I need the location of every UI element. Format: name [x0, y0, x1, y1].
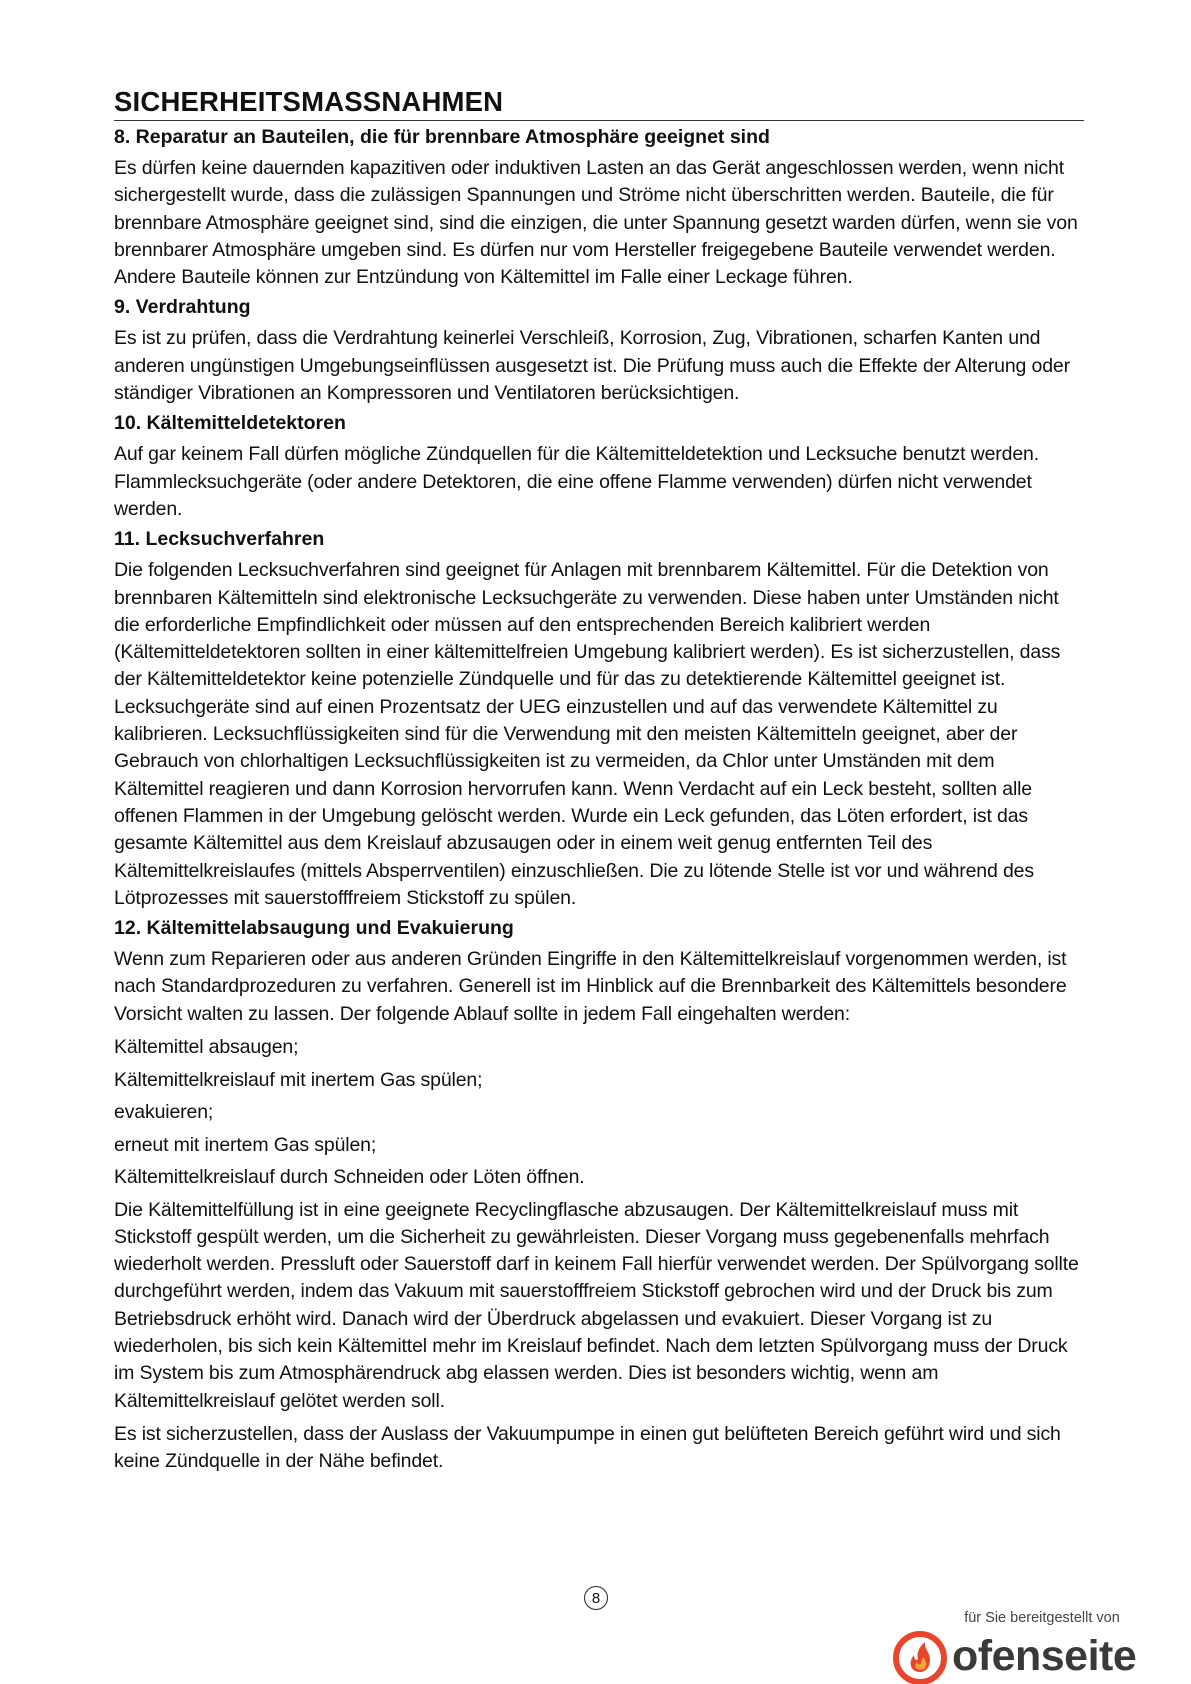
procedure-step: Kältemittel absaugen; — [114, 1036, 299, 1059]
section-paragraph: Es ist zu prüfen, dass die Verdrahtung keinerlei Verschleiß, Korrosion, Zug, Vibrationen, scharfen Kanten und anderen ungünstigen Umgebungseinflüssen ausgesetzt ist. Die Prüfung muss auch die Effekte der Alterung oder ständiger Vibrationen an Kompressoren und Ventilatoren berücksichtigen. — [114, 327, 1070, 405]
procedure-step: Kältemittelkreislauf mit inertem Gas spülen; — [114, 1068, 483, 1091]
flame-logo-icon — [892, 1628, 948, 1684]
section-9 — [114, 294, 1084, 407]
procedure-step: erneut mit inertem Gas spülen; — [114, 1133, 377, 1156]
section-heading: 11. Lecksuchverfahren — [114, 528, 325, 551]
section-paragraph: Auf gar keinem Fall dürfen mögliche Zündquellen für die Kältemitteldetektion und Lecksuche benutzt werden. Flammlecksuchgeräte (oder andere Detektoren, die eine offene Flamme verwenden) dürfen nicht verwendet werden. — [114, 443, 1039, 520]
section-paragraph: Es dürfen keine dauernden kapazitiven oder induktiven Lasten an das Gerät angeschlossen werden, wenn nicht sichergestellt wurde, dass die zulässigen Spannungen und Ströme nicht überschritten werden. Bauteile, die für brennbare Atmosphäre geeignet sind, sind die einzigen, die unter Spannung gesetzt warden dürfen, wenn sie von brennbarer Atmosphäre umgeben sind. Es dürfen nur vom Hersteller freigegebene Bauteile verwendet werden. Andere Bauteile können zur Entzündung von Kältemittel im Falle einer Leckage führen. — [114, 157, 1078, 289]
brand-logo-link[interactable] — [892, 1628, 1136, 1684]
section-heading: 8. Reparatur an Bauteilen, die für brennbare Atmosphäre geeignet sind — [114, 126, 770, 148]
section-11 — [114, 526, 1084, 912]
procedure-step: Kältemittelkreislauf durch Schneiden oder Löten öffnen. — [114, 1166, 585, 1189]
section-heading: 12. Kältemittelabsaugung und Evakuierung — [114, 917, 514, 940]
document-page — [114, 86, 1084, 1478]
section-heading: 9. Verdrahtung — [114, 296, 251, 319]
section-paragraph: Die folgenden Lecksuchverfahren sind geeignet für Anlagen mit brennbarem Kältemittel. Für die Detektion von brennbaren Kältemitteln sind elektronische Lecksuchgeräte zu verwenden. Diese haben unter Umständen nicht die erforderliche Empfindlichkeit oder müssen auf den entsprechenden Bereich kalibriert werden (Kältemitteldetektoren sollten in einer kältemittelfreien Umgebung kalibriert werden). Es ist sicherzustellen, dass der Kältemitteldetektor keine potenzielle Zündquelle und für das zu detektierende Kältemittel geeignet ist. Lecksuchgeräte sind auf einen Prozentsatz der UEG einzustellen und auf das verwendete Kältemittel zu kalibrieren. Lecksuchflüssigkeiten sind für die Verwendung mit den meisten Kältemitteln geeignet, aber der Gebrauch von chlorhaltigen Lecksuchflüssigkeiten ist zu vermeiden, da Chlor unter Umständen mit dem Kältemittel reagieren und dann Korrosion hervorrufen kann. Wenn Verdacht auf ein Leck besteht, sollten alle offenen Flammen in der Umgebung gelöscht werden. Wurde ein Leck gefunden, das Löten erfordert, ist das gesamte Kältemittel aus dem Kreislauf abzusaugen oder in einem weit genug entfernten Teil des Kältemittelkreislaufes (mittels Absperrventilen) einzuschließen. Die zu lötende Stelle ist vor und während des Lötprozesses mit sauerstofffreiem Stickstoff zu spülen. — [114, 559, 1061, 909]
section-12 — [114, 915, 1084, 1475]
section-intro: Wenn zum Reparieren oder aus anderen Gründen Eingriffe in den Kältemittelkreislauf vorgenommen werden, ist nach Standardprozeduren zu verfahren. Generell ist im Hinblick auf die Brennbarkeit des Kältemittels besondere Vorsicht walten zu lassen. Der folgende Ablauf sollte in jedem Fall eingehalten werden: — [114, 948, 1067, 1025]
section-heading: 10. Kältemitteldetektoren — [114, 412, 346, 435]
page-title: SICHERHEITSMASSNAHMEN — [114, 86, 1084, 121]
brand-caption: für Sie bereitgestellt von — [964, 1610, 1120, 1626]
section-paragraph: Die Kältemittelfüllung ist in eine geeignete Recyclingflasche abzusaugen. Der Kältemittelkreislauf muss mit Stickstoff gespült werden, um die Sicherheit zu gewährleisten. Dieser Vorgang muss gegebenenfalls mehrfach wiederholt werden. Pressluft oder Sauerstoff darf in keinem Fall hierfür verwendet werden. Der Spülvorgang sollte durchgeführt werden, indem das Vakuum mit sauerstofffreiem Stickstoff gebrochen wird und der Druck bis zum Betriebsdruck erhöht wird. Danach wird der Überdruck abgelassen und evakuiert. Dieser Vorgang ist zu wiederholen, bis sich kein Kältemittel mehr im Kreislauf befindet. Nach dem letzten Spülvorgang muss der Druck im System bis zum Atmosphärendruck abg elassen werden. Dies ist besonders wichtig, wenn am Kältemittelkreislauf gelötet werden soll. — [114, 1198, 1079, 1412]
section-8 — [114, 124, 1084, 291]
procedure-step: evakuieren; — [114, 1101, 214, 1124]
page-number: 8 — [584, 1586, 608, 1610]
section-paragraph: Es ist sicherzustellen, dass der Auslass der Vakuumpumpe in einen gut belüfteten Bereich geführt wird und sich keine Zündquelle in der Nähe befindet. — [114, 1422, 1061, 1473]
brand-name: ofenseite — [952, 1632, 1137, 1680]
section-10 — [114, 410, 1084, 523]
